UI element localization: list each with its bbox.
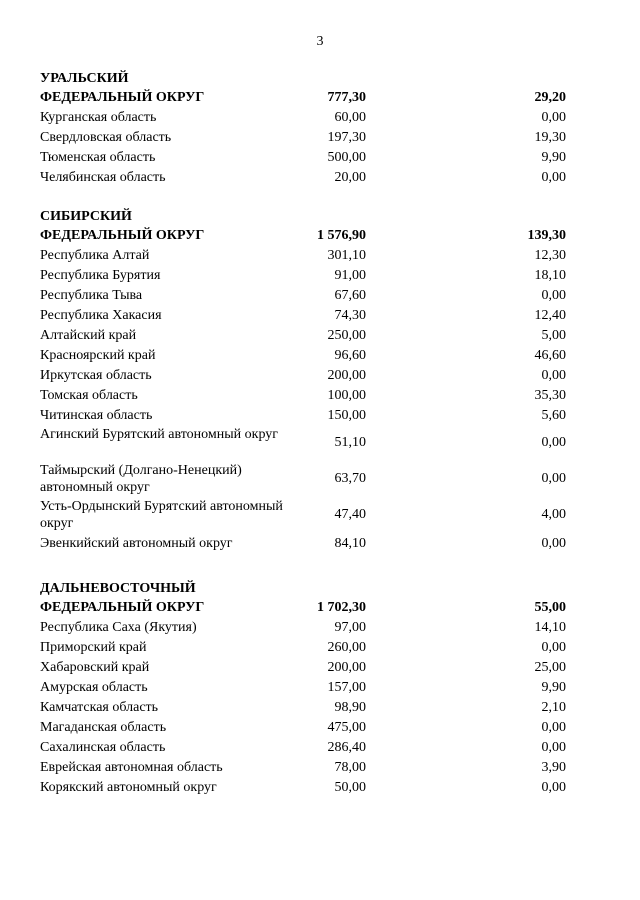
region-name: Магаданская область xyxy=(40,720,167,735)
value-2: 0,00 xyxy=(541,170,566,185)
table-row xyxy=(40,758,580,778)
value-2: 25,00 xyxy=(534,660,566,675)
region-name: Читинская область xyxy=(40,408,153,423)
value-2: 0,00 xyxy=(541,435,566,450)
value-2: 0,00 xyxy=(541,536,566,551)
table-row xyxy=(40,406,580,426)
value-1: 500,00 xyxy=(327,150,366,165)
value-1: 84,10 xyxy=(334,536,366,551)
region-name: Хабаровский край xyxy=(40,660,150,675)
value-1: 100,00 xyxy=(327,388,366,403)
value-1: 197,30 xyxy=(327,130,366,145)
value-2: 19,30 xyxy=(534,130,566,145)
value-1: 200,00 xyxy=(327,660,366,675)
section-ural xyxy=(40,70,580,188)
section-siberian xyxy=(40,208,580,554)
section-title xyxy=(40,208,580,226)
value-2: 14,10 xyxy=(534,620,566,635)
region-name: Томская область xyxy=(40,388,138,403)
value-1: 78,00 xyxy=(334,760,366,775)
table-row xyxy=(40,638,580,658)
value-1: 47,40 xyxy=(334,507,366,522)
value-1: 260,00 xyxy=(327,640,366,655)
value-1: 60,00 xyxy=(334,110,366,125)
region-name: Усть-Ордынский Бурятский автономный округ xyxy=(40,499,283,531)
section-total-2: 139,30 xyxy=(527,228,566,243)
value-2: 4,00 xyxy=(541,507,566,522)
value-1: 96,60 xyxy=(334,348,366,363)
section-title xyxy=(40,580,580,598)
value-2: 0,00 xyxy=(541,288,566,303)
region-name: Республика Хакасия xyxy=(40,308,162,323)
table-row xyxy=(40,534,580,554)
region-name: Республика Тыва xyxy=(40,288,143,303)
section-title-line1: УРАЛЬСКИЙ xyxy=(40,71,129,86)
value-2: 3,90 xyxy=(541,760,566,775)
region-name: Таймырский (Долгано-Ненецкий) автономный округ xyxy=(40,463,242,495)
region-name: Еврейская автономная область xyxy=(40,760,223,775)
table-row xyxy=(40,718,580,738)
value-1: 475,00 xyxy=(327,720,366,735)
region-name: Челябинская область xyxy=(40,170,166,185)
value-2: 0,00 xyxy=(541,471,566,486)
value-2: 9,90 xyxy=(541,150,566,165)
table-row xyxy=(40,678,580,698)
table-row xyxy=(40,498,580,534)
value-1: 91,00 xyxy=(334,268,366,283)
value-1: 301,10 xyxy=(327,248,366,263)
region-name: Тюменская область xyxy=(40,150,156,165)
table-row xyxy=(40,148,580,168)
table-row xyxy=(40,286,580,306)
table-row xyxy=(40,128,580,148)
value-1: 51,10 xyxy=(334,435,366,450)
region-name: Амурская область xyxy=(40,680,148,695)
value-2: 0,00 xyxy=(541,780,566,795)
value-2: 18,10 xyxy=(534,268,566,283)
value-2: 35,30 xyxy=(534,388,566,403)
region-name: Республика Саха (Якутия) xyxy=(40,620,197,635)
value-2: 0,00 xyxy=(541,640,566,655)
value-1: 200,00 xyxy=(327,368,366,383)
region-name: Иркутская область xyxy=(40,368,152,383)
page-number: 3 xyxy=(316,34,324,49)
table-row xyxy=(40,658,580,678)
table-row xyxy=(40,778,580,798)
section-title-line1: ДАЛЬНЕВОСТОЧНЫЙ xyxy=(40,581,196,596)
region-name: Агинский Бурятский автономный округ xyxy=(40,427,278,442)
value-2: 46,60 xyxy=(534,348,566,363)
value-1: 67,60 xyxy=(334,288,366,303)
section-total-2: 55,00 xyxy=(534,600,566,615)
value-2: 0,00 xyxy=(541,368,566,383)
value-1: 157,00 xyxy=(327,680,366,695)
region-name: Республика Алтай xyxy=(40,248,150,263)
table-row xyxy=(40,266,580,286)
region-name: Курганская область xyxy=(40,110,157,125)
table-row xyxy=(40,386,580,406)
section-title xyxy=(40,70,580,88)
section-far-eastern xyxy=(40,580,580,798)
value-1: 50,00 xyxy=(334,780,366,795)
value-1: 74,30 xyxy=(334,308,366,323)
value-1: 286,40 xyxy=(327,740,366,755)
value-2: 0,00 xyxy=(541,720,566,735)
value-2: 2,10 xyxy=(541,700,566,715)
section-title-line2: ФЕДЕРАЛЬНЫЙ ОКРУГ xyxy=(40,228,205,243)
value-2: 12,30 xyxy=(534,248,566,263)
table-row xyxy=(40,108,580,128)
section-title-line2: ФЕДЕРАЛЬНЫЙ ОКРУГ xyxy=(40,90,205,105)
section-total-2: 29,20 xyxy=(534,90,566,105)
table-row xyxy=(40,698,580,718)
value-1: 63,70 xyxy=(334,471,366,486)
section-total-row xyxy=(40,598,580,618)
value-2: 0,00 xyxy=(541,740,566,755)
value-2: 9,90 xyxy=(541,680,566,695)
region-name: Эвенкийский автономный округ xyxy=(40,536,233,551)
value-1: 250,00 xyxy=(327,328,366,343)
section-total-row xyxy=(40,88,580,108)
table-row xyxy=(40,326,580,346)
value-1: 150,00 xyxy=(327,408,366,423)
region-name: Корякский автономный округ xyxy=(40,780,217,795)
section-title-line2: ФЕДЕРАЛЬНЫЙ ОКРУГ xyxy=(40,600,205,615)
table-row xyxy=(40,738,580,758)
table-row xyxy=(40,426,580,462)
table-row xyxy=(40,168,580,188)
value-1: 98,90 xyxy=(334,700,366,715)
section-total-1: 1 576,90 xyxy=(317,228,366,243)
table-row xyxy=(40,618,580,638)
section-total-1: 1 702,30 xyxy=(317,600,366,615)
region-name: Алтайский край xyxy=(40,328,137,343)
table-row xyxy=(40,346,580,366)
section-total-1: 777,30 xyxy=(327,90,366,105)
value-2: 12,40 xyxy=(534,308,566,323)
value-2: 5,60 xyxy=(541,408,566,423)
value-1: 20,00 xyxy=(334,170,366,185)
region-name: Свердловская область xyxy=(40,130,172,145)
table-row xyxy=(40,462,580,498)
table-row xyxy=(40,366,580,386)
table-row xyxy=(40,306,580,326)
value-2: 5,00 xyxy=(541,328,566,343)
value-2: 0,00 xyxy=(541,110,566,125)
region-name: Красноярский край xyxy=(40,348,156,363)
value-1: 97,00 xyxy=(334,620,366,635)
table-row xyxy=(40,246,580,266)
section-title-line1: СИБИРСКИЙ xyxy=(40,209,132,224)
region-name: Камчатская область xyxy=(40,700,159,715)
region-name: Приморский край xyxy=(40,640,147,655)
region-name: Сахалинская область xyxy=(40,740,166,755)
section-total-row xyxy=(40,226,580,246)
region-name: Республика Бурятия xyxy=(40,268,161,283)
